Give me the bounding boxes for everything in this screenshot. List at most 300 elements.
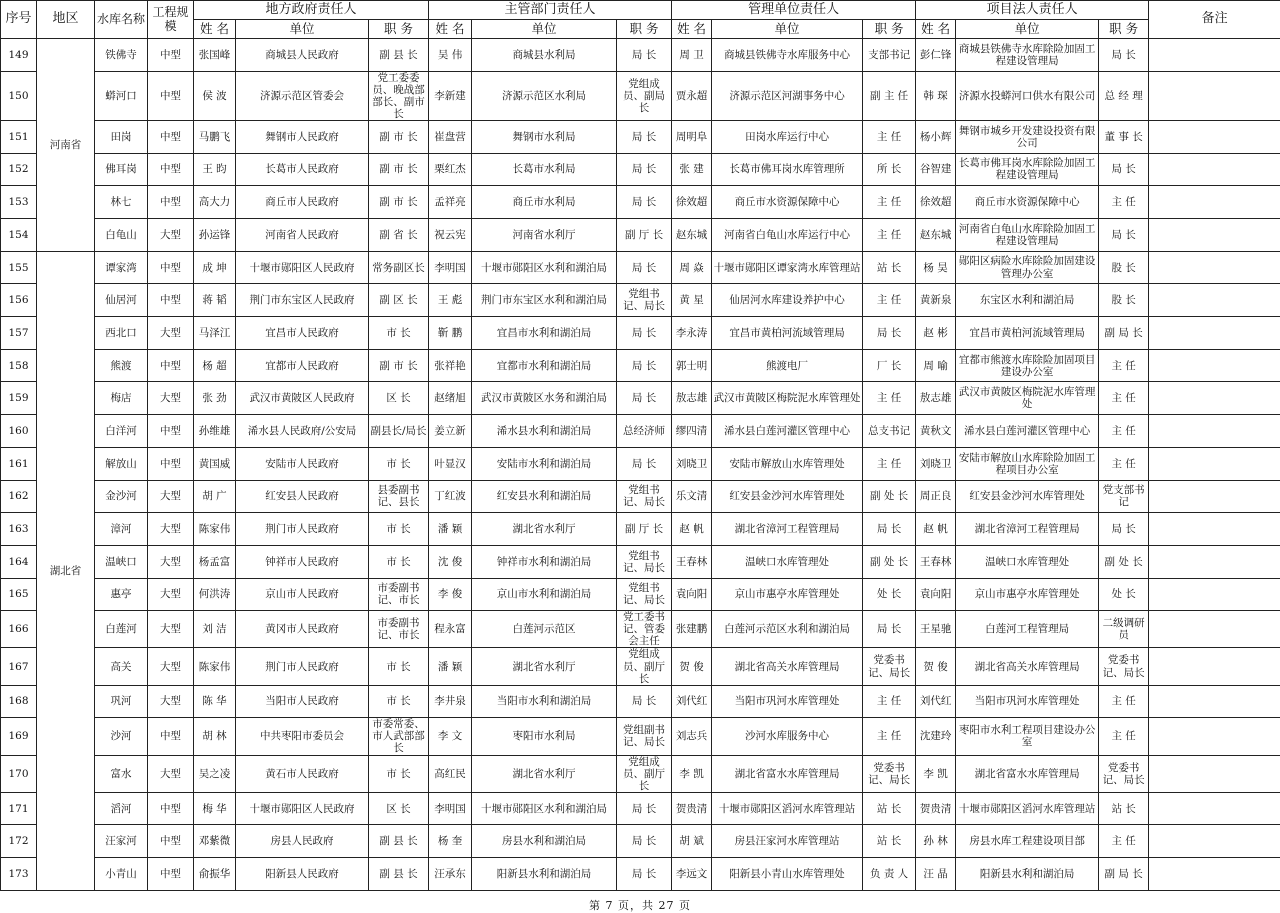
cell-d-name: 栗红杰 (429, 153, 472, 186)
table-row (1, 685, 1280, 718)
cell-l-unit: 京山市惠亭水库管理处 (956, 578, 1099, 611)
cell-g-name: 张国峰 (194, 39, 236, 72)
cell-m-name: 乐文清 (672, 480, 712, 513)
cell-m-post: 主 任 (863, 186, 916, 219)
cell-l-name: 周正良 (916, 480, 956, 513)
cell-d-post: 党组成员、副厅长 (617, 648, 672, 685)
cell-m-post: 支部书记 (863, 39, 916, 72)
cell-g-unit: 浠水县人民政府/公安局 (236, 415, 369, 448)
cell-m-unit: 当阳市巩河水库管理处 (712, 685, 863, 718)
cell-g-post: 市 长 (369, 755, 429, 792)
cell-l-name: 王星驰 (916, 611, 956, 648)
cell-g-post: 市 长 (369, 447, 429, 480)
cell-g-name: 马鹏飞 (194, 120, 236, 153)
cell-remark (1149, 120, 1280, 153)
cell-l-unit: 湖北省漳河工程管理局 (956, 513, 1099, 546)
cell-d-name: 汪承东 (429, 858, 472, 891)
cell-m-name: 刘晓卫 (672, 447, 712, 480)
cell-m-name: 李永涛 (672, 317, 712, 350)
cell-l-name: 周 喻 (916, 349, 956, 382)
cell-m-unit: 武汉市黄陂区梅院泥水库管理处 (712, 382, 863, 415)
cell-g-post: 副 县 长 (369, 825, 429, 858)
cell-d-post: 党组书记、局长 (617, 480, 672, 513)
cell-m-unit: 京山市惠亭水库管理处 (712, 578, 863, 611)
cell-m-post: 副 主 任 (863, 71, 916, 120)
cell-d-unit: 舞钢市水利局 (472, 120, 617, 153)
cell-l-name: 杨 昊 (916, 251, 956, 284)
cell-l-unit: 红安县金沙河水库管理处 (956, 480, 1099, 513)
table-row (1, 415, 1280, 448)
cell-d-name: 李井泉 (429, 685, 472, 718)
cell-scale: 中型 (148, 39, 194, 72)
cell-m-unit: 田岗水库运行中心 (712, 120, 863, 153)
cell-g-name: 张 劲 (194, 382, 236, 415)
cell-res: 温峡口 (95, 545, 148, 578)
cell-g-post: 市 长 (369, 317, 429, 350)
cell-g-unit: 宜都市人民政府 (236, 349, 369, 382)
cell-seq: 151 (1, 120, 37, 153)
cell-m-name: 郭士明 (672, 349, 712, 382)
cell-l-name: 贺贵清 (916, 792, 956, 825)
cell-d-name: 李明国 (429, 792, 472, 825)
header-row-1 (1, 1, 1280, 20)
cell-remark (1149, 825, 1280, 858)
cell-m-name: 黄 星 (672, 284, 712, 317)
cell-l-unit: 房县水库工程建设项目部 (956, 825, 1099, 858)
cell-res: 巩河 (95, 685, 148, 718)
cell-d-unit: 湖北省水利厅 (472, 648, 617, 685)
cell-res: 铁佛寺 (95, 39, 148, 72)
cell-l-unit: 白莲河工程管理局 (956, 611, 1099, 648)
cell-l-unit: 湖北省高关水库管理局 (956, 648, 1099, 685)
cell-d-name: 沈 俊 (429, 545, 472, 578)
cell-l-unit: 温峡口水库管理处 (956, 545, 1099, 578)
cell-d-post: 总经济师 (617, 415, 672, 448)
cell-m-post: 局 长 (863, 513, 916, 546)
cell-l-unit: 商丘市水资源保障中心 (956, 186, 1099, 219)
cell-l-post: 主 任 (1099, 718, 1149, 755)
table-row (1, 480, 1280, 513)
cell-m-post: 主 任 (863, 284, 916, 317)
cell-g-post: 副 市 长 (369, 349, 429, 382)
cell-d-post: 局 长 (617, 317, 672, 350)
cell-m-post: 主 任 (863, 447, 916, 480)
subheader-gov-unit: 单位 (236, 20, 369, 39)
cell-g-unit: 荆门市东宝区人民政府 (236, 284, 369, 317)
cell-g-unit: 长葛市人民政府 (236, 153, 369, 186)
table-row (1, 71, 1280, 120)
cell-m-name: 王春林 (672, 545, 712, 578)
table-row (1, 718, 1280, 755)
subheader-mgmt-post: 职 务 (863, 20, 916, 39)
cell-m-post: 局 长 (863, 317, 916, 350)
cell-scale: 大型 (148, 219, 194, 252)
cell-m-name: 赵东城 (672, 219, 712, 252)
cell-l-post: 主 任 (1099, 685, 1149, 718)
cell-remark (1149, 611, 1280, 648)
cell-m-unit: 十堰市郧阳区谭家湾水库管理站 (712, 251, 863, 284)
cell-l-name: 袁向阳 (916, 578, 956, 611)
cell-d-post: 党组书记、局长 (617, 284, 672, 317)
table-row (1, 545, 1280, 578)
cell-region: 河南省 (37, 39, 95, 252)
cell-d-name: 潘 颖 (429, 648, 472, 685)
table-row (1, 513, 1280, 546)
cell-g-name: 蒋 韬 (194, 284, 236, 317)
cell-g-post: 副 市 长 (369, 153, 429, 186)
cell-m-unit: 温峡口水库管理处 (712, 545, 863, 578)
cell-m-name: 敖志雄 (672, 382, 712, 415)
cell-d-post: 党组成员、副局长 (617, 71, 672, 120)
cell-g-post: 市 长 (369, 648, 429, 685)
cell-d-post: 局 长 (617, 251, 672, 284)
cell-d-post: 局 长 (617, 685, 672, 718)
cell-l-post: 站 长 (1099, 792, 1149, 825)
cell-d-post: 党组成员、副厅长 (617, 755, 672, 792)
cell-d-unit: 京山市水利和湖泊局 (472, 578, 617, 611)
cell-g-name: 孙运锋 (194, 219, 236, 252)
cell-seq: 162 (1, 480, 37, 513)
cell-scale: 大型 (148, 648, 194, 685)
cell-seq: 159 (1, 382, 37, 415)
cell-scale: 大型 (148, 755, 194, 792)
cell-l-post: 党委书记、局长 (1099, 755, 1149, 792)
cell-m-post: 站 长 (863, 251, 916, 284)
cell-scale: 中型 (148, 349, 194, 382)
table-row (1, 792, 1280, 825)
cell-remark (1149, 792, 1280, 825)
cell-d-name: 靳 鹏 (429, 317, 472, 350)
cell-remark (1149, 349, 1280, 382)
cell-seq: 152 (1, 153, 37, 186)
cell-g-unit: 荆门市人民政府 (236, 513, 369, 546)
cell-res: 林七 (95, 186, 148, 219)
cell-m-name: 周 焱 (672, 251, 712, 284)
cell-l-name: 杨小辉 (916, 120, 956, 153)
cell-d-unit: 白莲河示范区 (472, 611, 617, 648)
cell-m-unit: 浠水县白莲河灌区管理中心 (712, 415, 863, 448)
cell-remark (1149, 858, 1280, 891)
cell-g-name: 陈 华 (194, 685, 236, 718)
cell-d-unit: 宜昌市水利和湖泊局 (472, 317, 617, 350)
cell-g-name: 吴之凌 (194, 755, 236, 792)
cell-d-name: 潘 颖 (429, 513, 472, 546)
cell-l-post: 局 长 (1099, 513, 1149, 546)
table-row (1, 648, 1280, 685)
cell-l-post: 局 长 (1099, 39, 1149, 72)
cell-seq: 160 (1, 415, 37, 448)
cell-l-post: 二级调研员 (1099, 611, 1149, 648)
cell-res: 小青山 (95, 858, 148, 891)
cell-d-post: 党工委书记、管委会主任 (617, 611, 672, 648)
cell-d-post: 局 长 (617, 186, 672, 219)
cell-d-post: 党组书记、局长 (617, 578, 672, 611)
cell-l-unit: 东宝区水利和湖泊局 (956, 284, 1099, 317)
cell-seq: 168 (1, 685, 37, 718)
cell-d-unit: 房县水利和湖泊局 (472, 825, 617, 858)
cell-l-post: 局 长 (1099, 153, 1149, 186)
cell-g-unit: 武汉市黄陂区人民政府 (236, 382, 369, 415)
cell-remark (1149, 545, 1280, 578)
cell-res: 佛耳岗 (95, 153, 148, 186)
cell-scale: 中型 (148, 186, 194, 219)
table-row (1, 755, 1280, 792)
page-footer: 第 7 页，共 27 页 (0, 897, 1280, 913)
cell-d-unit: 河南省水利厅 (472, 219, 617, 252)
cell-remark (1149, 382, 1280, 415)
cell-res: 汪家河 (95, 825, 148, 858)
cell-l-name: 赵 帆 (916, 513, 956, 546)
table-row (1, 578, 1280, 611)
cell-scale: 大型 (148, 578, 194, 611)
cell-d-post: 党组副书记、局长 (617, 718, 672, 755)
cell-seq: 154 (1, 219, 37, 252)
cell-scale: 中型 (148, 718, 194, 755)
cell-d-unit: 红安县水利和湖泊局 (472, 480, 617, 513)
cell-scale: 中型 (148, 120, 194, 153)
cell-m-post: 副 处 长 (863, 480, 916, 513)
cell-scale: 中型 (148, 858, 194, 891)
cell-g-unit: 中共枣阳市委员会 (236, 718, 369, 755)
cell-m-name: 张 建 (672, 153, 712, 186)
cell-m-unit: 红安县金沙河水库管理处 (712, 480, 863, 513)
cell-l-unit: 十堰市郧阳区滔河水库管理站 (956, 792, 1099, 825)
header-seq: 序号 (1, 1, 37, 39)
cell-m-unit: 商城县铁佛寺水库服务中心 (712, 39, 863, 72)
cell-remark (1149, 578, 1280, 611)
header-legal: 项目法人责任人 (916, 1, 1149, 20)
cell-res: 蟒河口 (95, 71, 148, 120)
cell-d-unit: 浠水县水利和湖泊局 (472, 415, 617, 448)
cell-d-post: 副 厅 长 (617, 219, 672, 252)
cell-remark (1149, 513, 1280, 546)
cell-l-name: 赵 彬 (916, 317, 956, 350)
cell-d-post: 局 长 (617, 447, 672, 480)
cell-l-name: 韩 琛 (916, 71, 956, 120)
cell-d-unit: 枣阳市水利局 (472, 718, 617, 755)
cell-remark (1149, 480, 1280, 513)
cell-m-name: 缪四清 (672, 415, 712, 448)
cell-res: 白洋河 (95, 415, 148, 448)
cell-res: 田岗 (95, 120, 148, 153)
cell-g-unit: 十堰市郧阳区人民政府 (236, 251, 369, 284)
cell-d-unit: 荆门市东宝区水利和湖泊局 (472, 284, 617, 317)
cell-remark (1149, 447, 1280, 480)
cell-l-name: 黄新泉 (916, 284, 956, 317)
cell-g-post: 副 市 长 (369, 186, 429, 219)
cell-seq: 158 (1, 349, 37, 382)
cell-m-name: 刘志兵 (672, 718, 712, 755)
cell-remark (1149, 219, 1280, 252)
cell-d-unit: 商城县水利局 (472, 39, 617, 72)
cell-g-post: 市 长 (369, 513, 429, 546)
cell-l-unit: 宜都市熊渡水库除险加固项目建设办公室 (956, 349, 1099, 382)
cell-l-name: 徐效超 (916, 186, 956, 219)
header-scale: 工程规模 (148, 1, 194, 39)
cell-l-post: 主 任 (1099, 825, 1149, 858)
cell-m-post: 主 任 (863, 685, 916, 718)
cell-g-unit: 济源示范区管委会 (236, 71, 369, 120)
cell-remark (1149, 685, 1280, 718)
cell-res: 高关 (95, 648, 148, 685)
cell-l-unit: 枣阳市水利工程项目建设办公室 (956, 718, 1099, 755)
cell-scale: 中型 (148, 284, 194, 317)
cell-g-name: 成 坤 (194, 251, 236, 284)
header-remark: 备注 (1149, 1, 1280, 39)
cell-m-name: 周明阜 (672, 120, 712, 153)
table-row (1, 447, 1280, 480)
cell-g-post: 市委副书记、市长 (369, 578, 429, 611)
cell-g-post: 市 长 (369, 685, 429, 718)
cell-g-unit: 当阳市人民政府 (236, 685, 369, 718)
cell-g-unit: 十堰市郧阳区人民政府 (236, 792, 369, 825)
cell-m-unit: 宜昌市黄柏河流域管理局 (712, 317, 863, 350)
cell-l-post: 处 长 (1099, 578, 1149, 611)
cell-m-post: 负 责 人 (863, 858, 916, 891)
cell-g-name: 杨 超 (194, 349, 236, 382)
subheader-gov-name: 姓 名 (194, 20, 236, 39)
cell-g-unit: 舞钢市人民政府 (236, 120, 369, 153)
cell-d-post: 局 长 (617, 120, 672, 153)
cell-g-name: 陈家伟 (194, 648, 236, 685)
cell-d-name: 李 文 (429, 718, 472, 755)
cell-l-unit: 商城县铁佛寺水库除险加固工程建设管理局 (956, 39, 1099, 72)
subheader-mgmt-unit: 单位 (712, 20, 863, 39)
cell-g-name: 孙维雄 (194, 415, 236, 448)
cell-g-name: 侯 波 (194, 71, 236, 120)
cell-d-post: 局 长 (617, 792, 672, 825)
cell-l-post: 主 任 (1099, 186, 1149, 219)
subheader-legal-unit: 单位 (956, 20, 1099, 39)
table-row (1, 317, 1280, 350)
cell-d-unit: 湖北省水利厅 (472, 755, 617, 792)
cell-m-name: 张建鹏 (672, 611, 712, 648)
cell-g-unit: 黄石市人民政府 (236, 755, 369, 792)
cell-res: 漳河 (95, 513, 148, 546)
table-row (1, 858, 1280, 891)
cell-m-post: 局 长 (863, 611, 916, 648)
cell-g-name: 何洪涛 (194, 578, 236, 611)
cell-g-post: 副县长/局长 (369, 415, 429, 448)
table-row (1, 611, 1280, 648)
cell-m-name: 李远文 (672, 858, 712, 891)
cell-m-name: 徐效超 (672, 186, 712, 219)
cell-res: 谭家湾 (95, 251, 148, 284)
table-row (1, 186, 1280, 219)
cell-g-post: 市委常委、市人武部部长 (369, 718, 429, 755)
cell-g-unit: 河南省人民政府 (236, 219, 369, 252)
cell-d-name: 叶显汉 (429, 447, 472, 480)
cell-d-name: 祝云宪 (429, 219, 472, 252)
cell-l-name: 敖志雄 (916, 382, 956, 415)
cell-remark (1149, 71, 1280, 120)
cell-m-post: 党委书记、局长 (863, 755, 916, 792)
cell-d-unit: 长葛市水利局 (472, 153, 617, 186)
cell-g-unit: 商城县人民政府 (236, 39, 369, 72)
cell-res: 惠亭 (95, 578, 148, 611)
cell-d-name: 丁红波 (429, 480, 472, 513)
cell-res: 金沙河 (95, 480, 148, 513)
cell-l-name: 孙 林 (916, 825, 956, 858)
cell-l-post: 总 经 理 (1099, 71, 1149, 120)
cell-seq: 167 (1, 648, 37, 685)
cell-d-unit: 武汉市黄陂区水务和湖泊局 (472, 382, 617, 415)
cell-g-post: 市委副书记、市长 (369, 611, 429, 648)
cell-remark (1149, 317, 1280, 350)
cell-l-unit: 宜昌市黄柏河流域管理局 (956, 317, 1099, 350)
cell-d-unit: 当阳市水利和湖泊局 (472, 685, 617, 718)
header-mgmt: 管理单位责任人 (672, 1, 916, 20)
cell-l-post: 党支部书记 (1099, 480, 1149, 513)
cell-d-unit: 湖北省水利厅 (472, 513, 617, 546)
cell-g-post: 副 省 长 (369, 219, 429, 252)
cell-seq: 149 (1, 39, 37, 72)
cell-m-post: 处 长 (863, 578, 916, 611)
cell-l-post: 股 长 (1099, 284, 1149, 317)
cell-seq: 150 (1, 71, 37, 120)
cell-d-name: 李 俊 (429, 578, 472, 611)
cell-l-unit: 郧阳区病险水库除险加固建设管理办公室 (956, 251, 1099, 284)
cell-g-post: 副 县 长 (369, 858, 429, 891)
cell-seq: 169 (1, 718, 37, 755)
cell-d-name: 吴 伟 (429, 39, 472, 72)
cell-m-post: 主 任 (863, 718, 916, 755)
cell-l-name: 李 凯 (916, 755, 956, 792)
cell-scale: 中型 (148, 251, 194, 284)
cell-g-post: 副 市 长 (369, 120, 429, 153)
cell-d-unit: 十堰市郧阳区水利和湖泊局 (472, 792, 617, 825)
cell-l-unit: 湖北省富水水库管理局 (956, 755, 1099, 792)
cell-l-name: 刘代红 (916, 685, 956, 718)
cell-d-post: 党组书记、局长 (617, 545, 672, 578)
cell-d-name: 程永富 (429, 611, 472, 648)
table-row (1, 251, 1280, 284)
cell-res: 白莲河 (95, 611, 148, 648)
cell-g-name: 高大力 (194, 186, 236, 219)
cell-res: 富水 (95, 755, 148, 792)
cell-res: 仙居河 (95, 284, 148, 317)
cell-g-unit: 房县人民政府 (236, 825, 369, 858)
cell-m-name: 刘代红 (672, 685, 712, 718)
cell-g-name: 刘 洁 (194, 611, 236, 648)
cell-seq: 172 (1, 825, 37, 858)
cell-g-unit: 宜昌市人民政府 (236, 317, 369, 350)
cell-d-post: 局 长 (617, 39, 672, 72)
cell-g-unit: 钟祥市人民政府 (236, 545, 369, 578)
subheader-dept-post: 职 务 (617, 20, 672, 39)
cell-l-name: 刘晓卫 (916, 447, 956, 480)
cell-d-name: 李明国 (429, 251, 472, 284)
cell-d-post: 副 厅 长 (617, 513, 672, 546)
cell-g-unit: 京山市人民政府 (236, 578, 369, 611)
cell-d-unit: 十堰市郧阳区水利和湖泊局 (472, 251, 617, 284)
cell-scale: 中型 (148, 153, 194, 186)
cell-g-post: 副 区 长 (369, 284, 429, 317)
cell-m-name: 贺贵清 (672, 792, 712, 825)
cell-scale: 中型 (148, 71, 194, 120)
cell-d-post: 局 长 (617, 825, 672, 858)
cell-remark (1149, 284, 1280, 317)
cell-l-unit: 当阳市巩河水库管理处 (956, 685, 1099, 718)
cell-m-unit: 仙居河水库建设养护中心 (712, 284, 863, 317)
cell-g-unit: 阳新县人民政府 (236, 858, 369, 891)
header-region: 地区 (37, 1, 95, 39)
cell-l-post: 主 任 (1099, 415, 1149, 448)
cell-res: 滔河 (95, 792, 148, 825)
cell-l-name: 赵东城 (916, 219, 956, 252)
cell-l-name: 谷智建 (916, 153, 956, 186)
cell-seq: 171 (1, 792, 37, 825)
